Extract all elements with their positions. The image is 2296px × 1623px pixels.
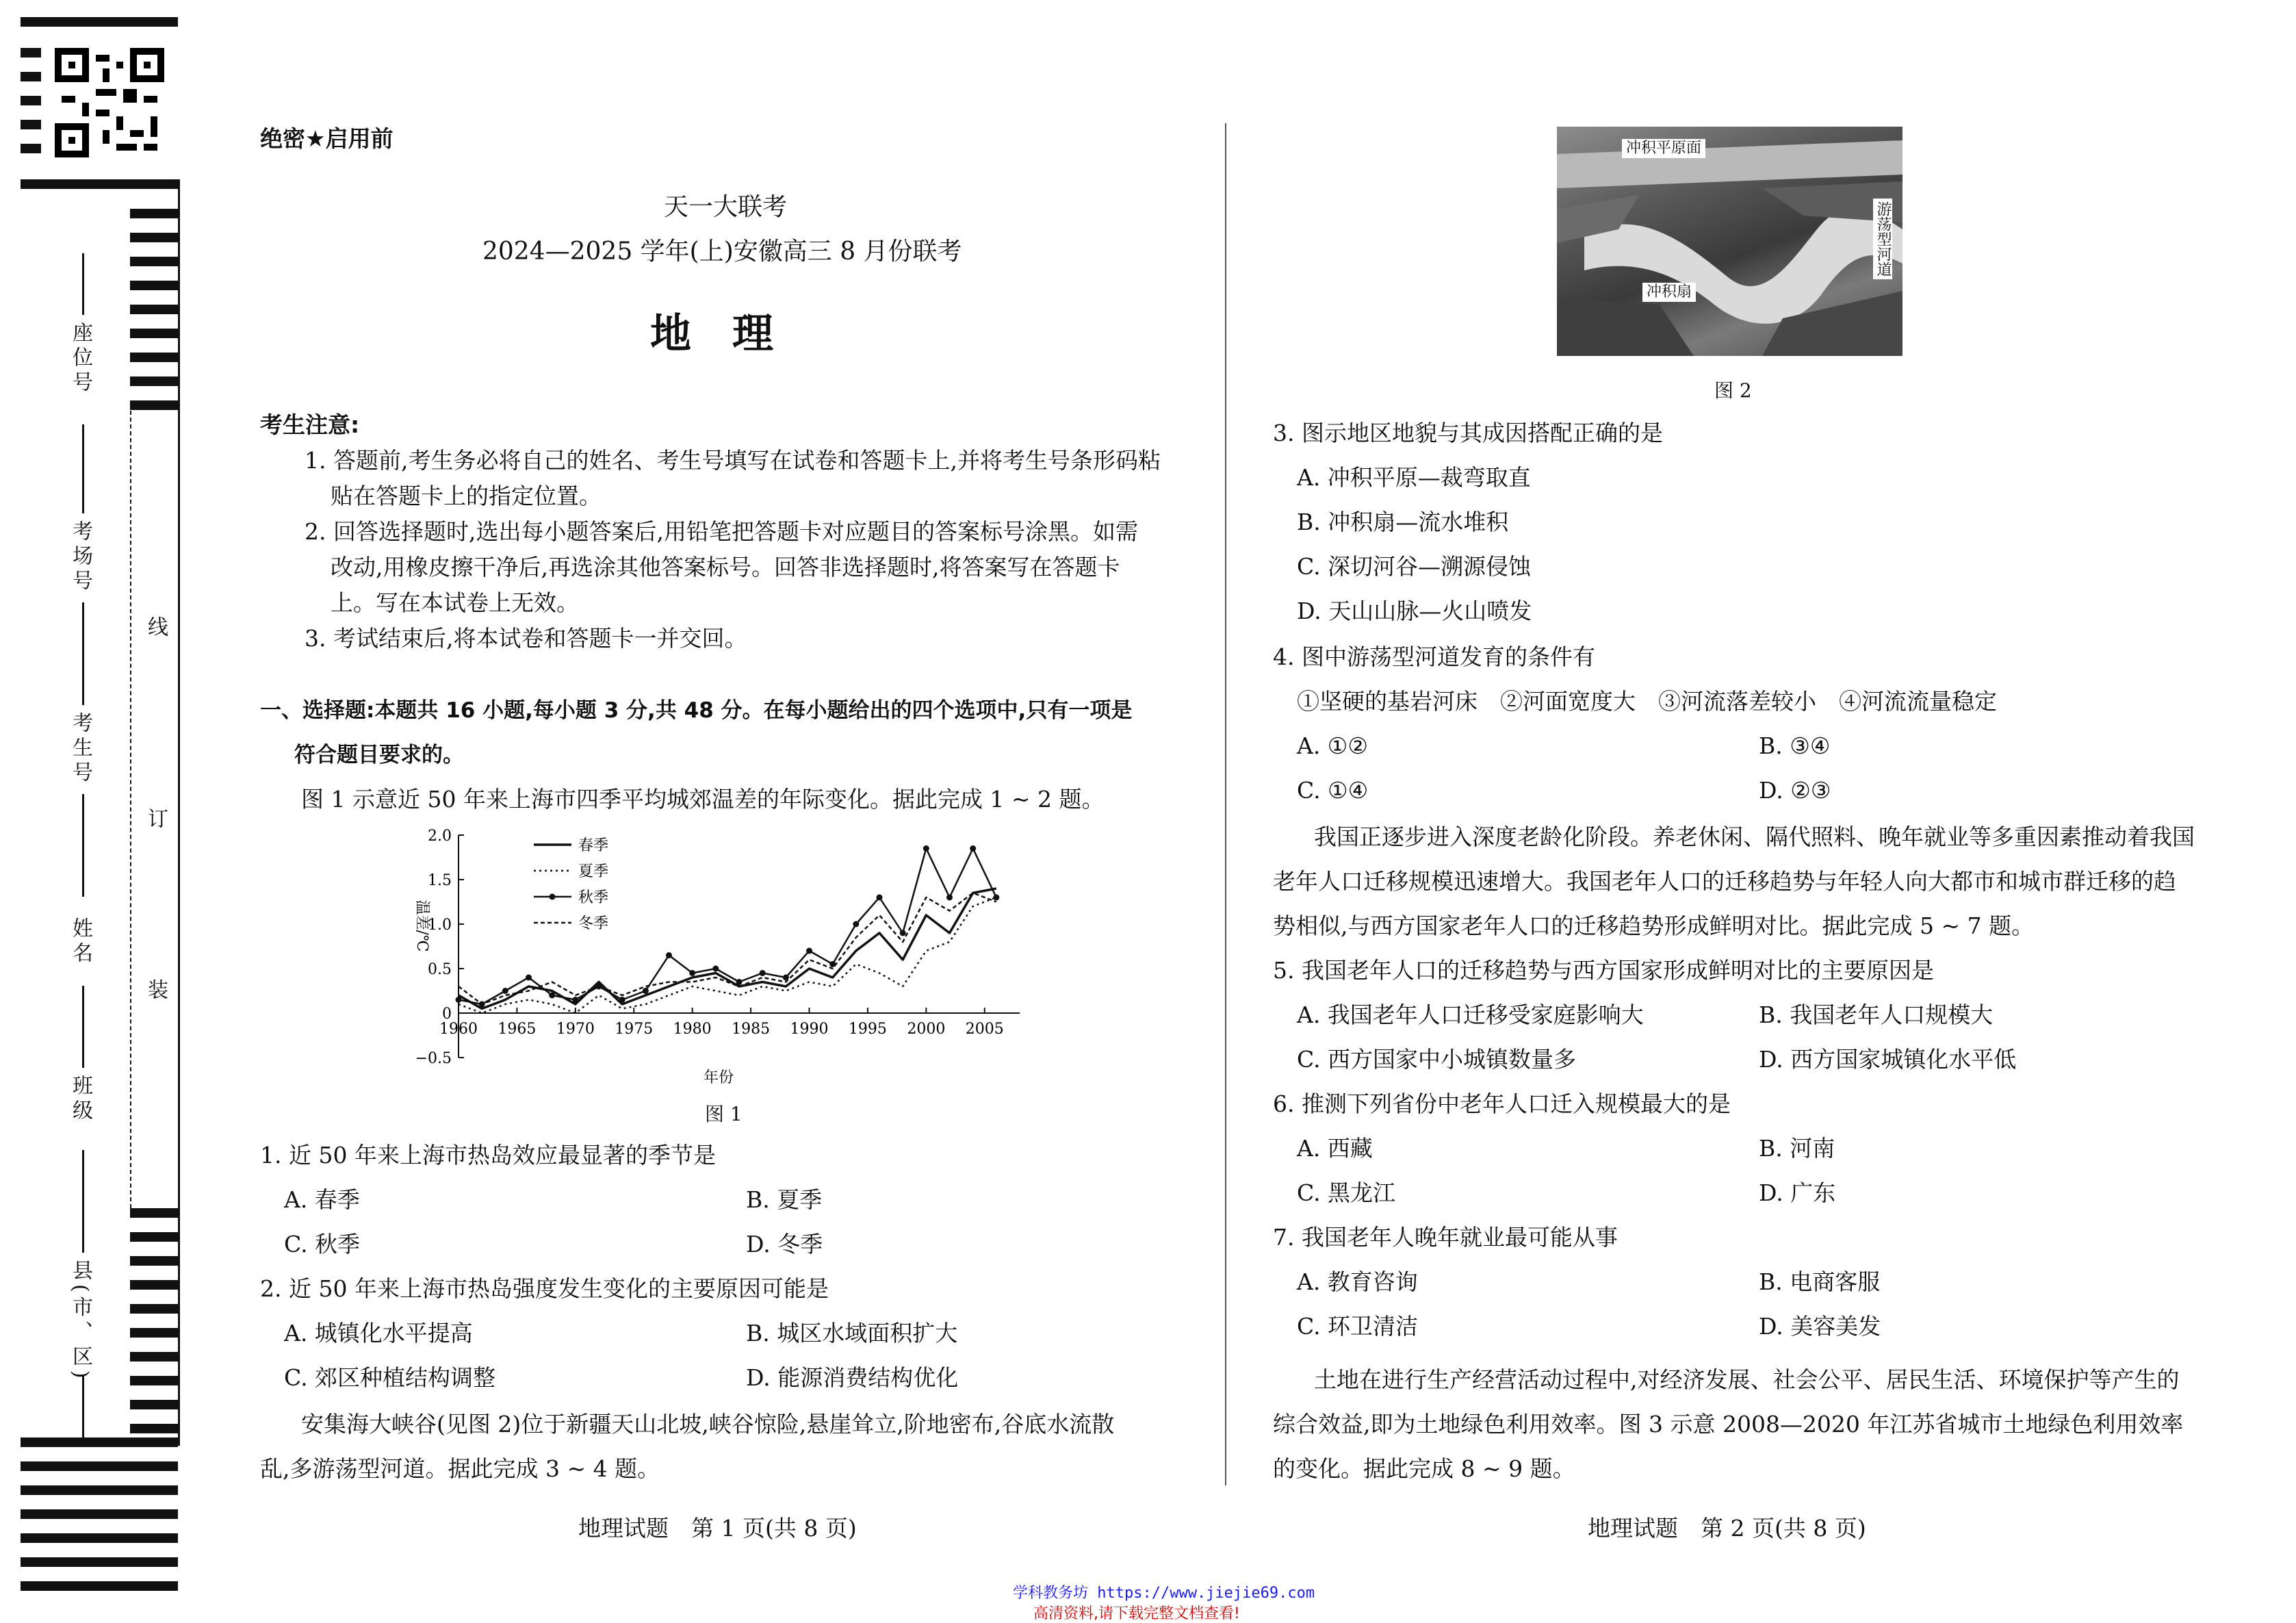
q4-option-c[interactable]: C. ①④ [1297, 777, 1369, 804]
series-point [526, 975, 532, 981]
figure2-photo [1557, 127, 1902, 356]
q2-stem: 2. 近 50 年来上海市热岛强度发生变化的主要原因可能是 [260, 1275, 829, 1302]
q4-option-b[interactable]: B. ③④ [1759, 732, 1831, 759]
intro-q1-2: 图 1 示意近 50 年来上海市四季平均城郊温差的年际变化。据此完成 1 ~ 2 题。 [301, 786, 1105, 813]
q2-option-b[interactable]: B. 城区水域面积扩大 [746, 1320, 958, 1346]
q3-option-c[interactable]: C. 深切河谷—溯源侵蚀 [1297, 553, 1532, 580]
series-point [970, 845, 976, 852]
y-tick-label: 2.0 [428, 828, 452, 845]
y-tick-label: 0 [442, 1006, 452, 1023]
q4-option-d[interactable]: D. ②③ [1759, 777, 1831, 804]
x-tick-label: 1960 [439, 1021, 478, 1038]
q2-option-c[interactable]: C. 郊区种植结构调整 [284, 1364, 496, 1391]
figure1-chart [411, 825, 1040, 1085]
series-point [572, 997, 578, 1003]
series-line-4 [459, 893, 996, 1005]
intro-q5-7-c: 势相似,与西方国家老年人口的迁移趋势形成鲜明对比。据此完成 5 ~ 7 题。 [1273, 912, 2035, 939]
intro-q5-7-b: 老年人口迁移规模迅速增大。我国老年人口的迁移趋势与年轻人向大都市和城市群迁移的趋 [1273, 868, 2176, 895]
intro-q8-9-c: 的变化。据此完成 8 ~ 9 题。 [1273, 1455, 1575, 1482]
q2-option-a[interactable]: A. 城镇化水平提高 [284, 1320, 473, 1346]
q7-option-a[interactable]: A. 教育咨询 [1297, 1268, 1418, 1295]
series-point [643, 988, 649, 994]
section1-heading-2: 符合题目要求的。 [294, 743, 464, 767]
cut-mark-line: 线 [144, 616, 168, 641]
exam-title: 2024—2025 学年(上)安徽高三 8 月份联考 [482, 238, 962, 266]
q4-option-a[interactable]: A. ①② [1297, 732, 1368, 759]
q6-option-a[interactable]: A. 西藏 [1297, 1135, 1373, 1162]
q3-option-b[interactable]: B. 冲积扇—流水堆积 [1297, 509, 1509, 535]
x-tick-label: 1965 [498, 1021, 537, 1038]
series-line-2 [459, 897, 996, 1013]
q2-option-d[interactable]: D. 能源消费结构优化 [746, 1364, 959, 1391]
notice-title: 考生注意: [260, 411, 360, 438]
footer-left: 地理试题 第 1 页(共 8 页) [578, 1515, 857, 1542]
binding-strip [0, 0, 185, 1622]
q7-stem: 7. 我国老年人晚年就业最可能从事 [1273, 1224, 1618, 1251]
y-tick-label: 0.5 [428, 961, 452, 978]
county-label: 县(市、区) [68, 1260, 92, 1383]
q7-option-c[interactable]: C. 环卫清洁 [1297, 1313, 1419, 1340]
q4-conditions: ①坚硬的基岩河床 ②河面宽度大 ③河流落差较小 ④河流流量稳定 [1297, 688, 1997, 715]
notice-item-2c: 上。写在本试卷上无效。 [331, 589, 579, 616]
seat-number-label: 座位号 [68, 322, 92, 396]
legend-label-4: 冬季 [578, 915, 609, 932]
x-tick-label: 1985 [732, 1021, 771, 1038]
qr-code [55, 48, 164, 157]
series-point [712, 966, 719, 972]
notice-item-3: 3. 考试结束后,将本试卷和答题卡一并交回。 [305, 625, 747, 652]
secret-stamp: 绝密★启用前 [260, 125, 394, 152]
notice-item-1: 1. 答题前,考生务必将自己的姓名、考生号填写在试卷和答题卡上,并将考生号条形码粘 [305, 447, 1161, 474]
x-axis-label: 年份 [703, 1069, 734, 1085]
q6-stem: 6. 推测下列省份中老年人口迁入规模最大的是 [1273, 1090, 1731, 1117]
footer-right: 地理试题 第 2 页(共 8 页) [1588, 1515, 1866, 1542]
cut-mark-bind: 装 [144, 979, 168, 1004]
series-point [736, 979, 743, 985]
intro-q8-9-b: 综合效益,即为土地绿色利用效率。图 3 示意 2008—2020 年江苏省城市土地绿色利用效率 [1273, 1411, 2184, 1437]
y-tick-label: −0.5 [415, 1050, 452, 1067]
series-point [760, 970, 766, 976]
q7-option-b[interactable]: B. 电商客服 [1759, 1268, 1881, 1295]
intro-q3-4: 安集海大峡谷(见图 2)位于新疆天山北坡,峡谷惊险,悬崖耸立,阶地密布,谷底水流散 [301, 1411, 1115, 1437]
x-tick-label: 1975 [615, 1021, 654, 1038]
series-point [666, 952, 672, 958]
y-tick-label: 1.5 [428, 872, 452, 889]
q5-option-b[interactable]: B. 我国老年人口规模大 [1759, 1001, 1994, 1028]
q3-option-a[interactable]: A. 冲积平原—裁弯取直 [1297, 464, 1531, 491]
exam-room-label: 考场号 [68, 520, 92, 594]
series-point [456, 997, 462, 1003]
q5-option-c[interactable]: C. 西方国家中小城镇数量多 [1297, 1046, 1577, 1073]
x-tick-label: 1970 [556, 1021, 595, 1038]
q1-option-b[interactable]: B. 夏季 [746, 1186, 823, 1213]
candidate-number-label: 考生号 [68, 712, 92, 786]
name-label: 姓名 [68, 917, 92, 967]
q5-option-a[interactable]: A. 我国老年人口迁移受家庭影响大 [1297, 1001, 1644, 1028]
q4-stem: 4. 图中游荡型河道发育的条件有 [1273, 643, 1595, 670]
intro-q8-9: 土地在进行生产经营活动过程中,对经济发展、社会公平、居民生活、环境保护等产生的 [1314, 1366, 2180, 1393]
series-point [619, 997, 625, 1003]
subject-title: 地 理 [650, 310, 773, 358]
q1-option-d[interactable]: D. 冬季 [746, 1231, 823, 1257]
y-axis-label: 温差/℃ [413, 899, 430, 952]
cut-mark-staple: 订 [144, 808, 168, 832]
y-tick-label: 1.0 [428, 917, 452, 934]
page-divider [1225, 123, 1226, 1485]
q3-stem: 3. 图示地区地貌与其成因搭配正确的是 [1273, 420, 1663, 446]
series-point [993, 895, 999, 901]
series-point [923, 845, 929, 852]
series-point [946, 895, 953, 901]
class-label: 班级 [68, 1075, 92, 1124]
q6-option-b[interactable]: B. 河南 [1759, 1135, 1835, 1162]
series-point [783, 975, 789, 981]
series-point [689, 970, 695, 976]
section1-heading: 一、选择题:本题共 16 小题,每小题 3 分,共 48 分。在每小题给出的四个选项中,只有一项是 [260, 698, 1133, 723]
x-tick-label: 1980 [673, 1021, 712, 1038]
x-tick-label: 1995 [848, 1021, 887, 1038]
label-alluvial-fan: 冲积扇 [1642, 283, 1696, 302]
legend-label-2: 夏季 [578, 863, 609, 880]
figure2-caption: 图 2 [1714, 379, 1752, 402]
q6-option-c[interactable]: C. 黑龙江 [1297, 1179, 1396, 1206]
intro-q3-4-b: 乱,多游荡型河道。据此完成 3 ~ 4 题。 [260, 1455, 660, 1482]
q1-option-c[interactable]: C. 秋季 [284, 1231, 361, 1257]
notice-item-2: 2. 回答选择题时,选出每小题答案后,用铅笔把答题卡对应题目的答案标号涂黑。如需 [305, 518, 1138, 545]
org-title: 天一大联考 [664, 193, 788, 221]
watermark-link[interactable]: 学科教务坊 https://www.jiejie69.com [1013, 1585, 1315, 1602]
q5-stem: 5. 我国老年人口的迁移趋势与西方国家形成鲜明对比的主要原因是 [1273, 957, 1934, 984]
q6-option-d[interactable]: D. 广东 [1759, 1179, 1836, 1206]
x-tick-label: 1990 [790, 1021, 829, 1038]
legend-label-1: 春季 [578, 837, 609, 854]
series-point [900, 930, 906, 936]
series-line-1 [459, 889, 996, 1009]
series-point [502, 988, 508, 994]
q7-option-d[interactable]: D. 美容美发 [1759, 1313, 1881, 1340]
legend-label-3: 秋季 [578, 889, 609, 906]
q1-option-a[interactable]: A. 春季 [284, 1186, 360, 1213]
label-braided-river: 游荡型河道 [1873, 199, 1892, 279]
q1-stem: 1. 近 50 年来上海市热岛效应最显著的季节是 [260, 1142, 716, 1168]
legend-marker [550, 894, 556, 900]
series-point [829, 961, 836, 967]
label-alluvial-plain: 冲积平原面 [1622, 139, 1705, 158]
q5-option-d[interactable]: D. 西方国家城镇化水平低 [1759, 1046, 2017, 1073]
series-point [806, 948, 812, 954]
x-tick-label: 2005 [965, 1021, 1004, 1038]
notice-item-1b: 贴在答题卡上的指定位置。 [331, 483, 602, 509]
x-tick-label: 2000 [907, 1021, 946, 1038]
series-point [549, 993, 555, 999]
intro-q5-7: 我国正逐步进入深度老龄化阶段。养老休闲、隔代照料、晚年就业等多重因素推动着我国 [1314, 823, 2195, 850]
notice-item-2b: 改动,用橡皮擦干净后,再选涂其他答案标号。回答非选择题时,将答案写在答题卡 [331, 554, 1120, 580]
series-point [853, 921, 859, 928]
series-point [877, 895, 883, 901]
figure1-caption: 图 1 [705, 1103, 743, 1125]
watermark-note: 高清资料,请下载完整文档查看! [1033, 1605, 1240, 1622]
q3-option-d[interactable]: D. 天山山脉—火山喷发 [1297, 598, 1532, 624]
